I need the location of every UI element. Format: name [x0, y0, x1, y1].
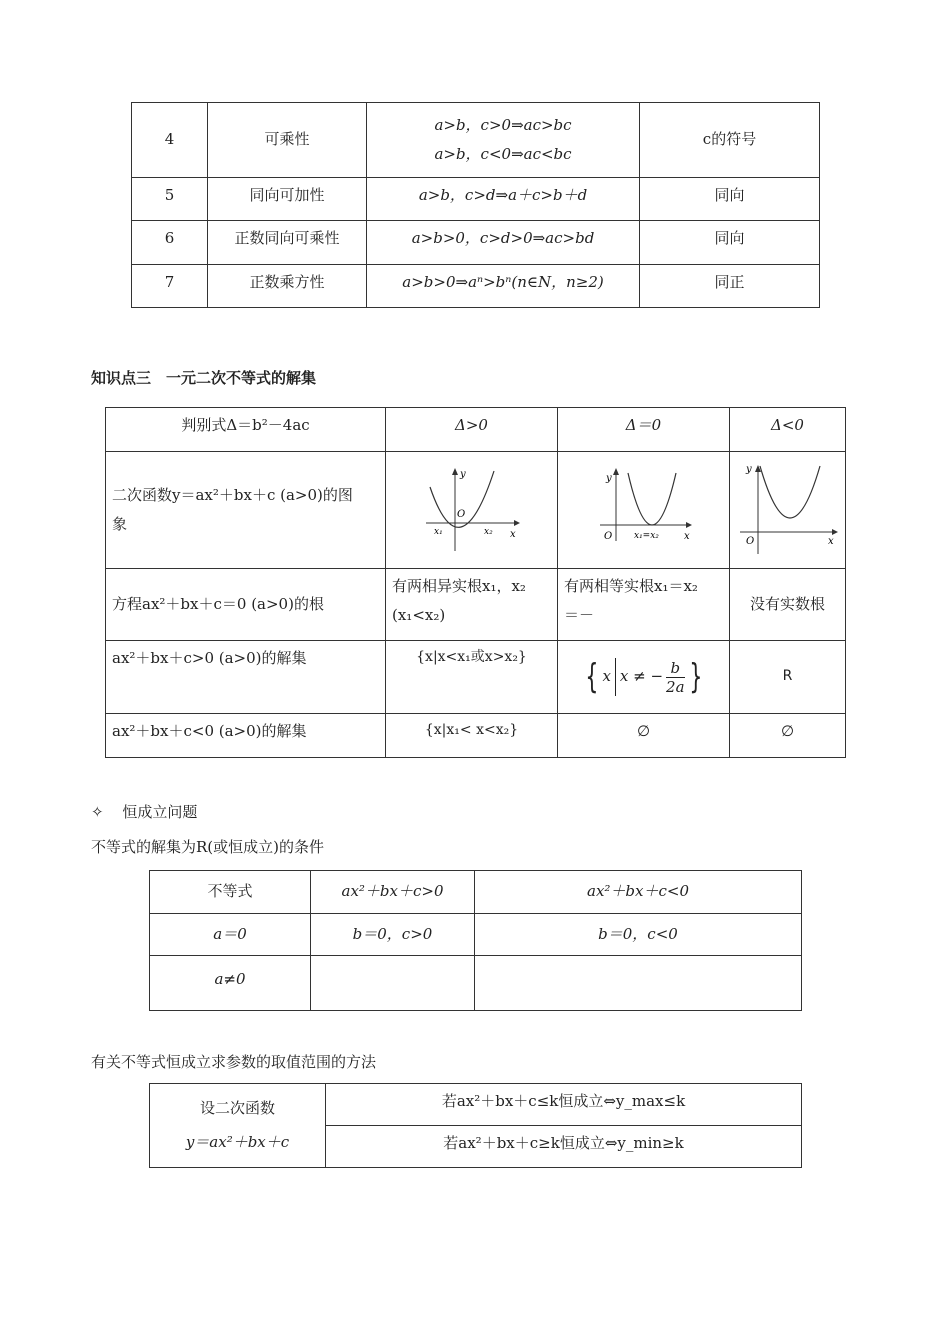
property-content: a>b>0，c>d>0⇒ac>bd	[367, 221, 640, 265]
table-row	[132, 265, 820, 308]
greater-double-root	[558, 641, 730, 714]
content-line: a>b，c<0⇒ac<bc	[434, 145, 572, 163]
case-a-nonzero: a≠0	[150, 956, 311, 1011]
roots-none: 没有实数根	[730, 569, 846, 641]
table-row	[150, 871, 802, 914]
greater-row-label: ax²＋bx＋c>0 (a>0)的解集	[106, 641, 386, 714]
cond-less: b＝0，c<0	[475, 914, 802, 956]
root-label: x₁	[433, 527, 443, 537]
property-note: 同向	[640, 178, 820, 221]
less-no-root: ∅	[730, 714, 846, 758]
cell-line: (x₁<x₂)	[392, 606, 446, 625]
property-name: 正数乘方性	[208, 265, 367, 308]
y-axis-label: y	[605, 473, 612, 484]
properties-table	[131, 102, 820, 308]
case-a-zero: a＝0	[150, 914, 311, 956]
origin-label: O	[745, 536, 754, 547]
graph-two-roots	[386, 452, 558, 569]
row-number: 7	[132, 265, 208, 308]
origin-label: O	[603, 531, 612, 542]
header-greater: ax²＋bx＋c>0	[311, 871, 475, 914]
header-inequality: 不等式	[150, 871, 311, 914]
y-axis-label: y	[745, 464, 752, 475]
row-number: 5	[132, 178, 208, 221]
less-double-root: ∅	[558, 714, 730, 758]
method-min: 若ax²＋bx＋c≥k恒成立⇔y_min≥k	[326, 1126, 802, 1168]
header-positive: Δ>0	[386, 408, 558, 452]
double-root-label: x₁=x₂	[633, 531, 659, 541]
table-row	[132, 221, 820, 265]
parabola-no-root-graph	[738, 460, 838, 560]
greater-no-root: R	[730, 641, 846, 714]
table-row	[132, 103, 820, 178]
paragraph: 有关不等式恒成立求参数的取值范围的方法	[91, 1053, 377, 1071]
header-less: ax²＋bx＋c<0	[475, 871, 802, 914]
property-content	[367, 103, 640, 178]
table-row	[106, 714, 846, 758]
table-row	[150, 1084, 802, 1126]
method-left-cell	[150, 1084, 326, 1168]
bullet-heading	[91, 801, 197, 822]
root-label: x₂	[483, 527, 493, 537]
cell-line: 有两相等实根x₁＝x₂	[564, 577, 698, 595]
header-zero: Δ＝0	[558, 408, 730, 452]
numerator: b	[666, 659, 685, 678]
property-note: c的符号	[640, 103, 820, 178]
quadratic-table	[105, 407, 846, 758]
row-number: 4	[132, 103, 208, 178]
property-note: 同正	[640, 265, 820, 308]
row-number: 6	[132, 221, 208, 265]
bullet-title: 恒成立问题	[122, 803, 198, 821]
less-row-label: ax²＋bx＋c<0 (a>0)的解集	[106, 714, 386, 758]
parabola-two-roots-graph	[422, 465, 522, 555]
x-axis-label: x	[509, 529, 516, 540]
paragraph: 不等式的解集为R(或恒成立)的条件	[91, 838, 324, 856]
property-note: 同向	[640, 221, 820, 265]
table-row	[150, 914, 802, 956]
graph-double-root	[558, 452, 730, 569]
y-axis-label: y	[459, 469, 466, 480]
fraction	[666, 659, 685, 696]
cell-line: y＝ax²＋bx＋c	[185, 1132, 290, 1151]
bullet-icon: ✧	[91, 803, 104, 821]
graph-row-label	[106, 452, 386, 569]
header-discriminant: 判别式Δ＝b²－4ac	[106, 408, 386, 452]
table-row	[106, 408, 846, 452]
table-row	[106, 569, 846, 641]
parabola-double-root-graph	[594, 465, 694, 555]
set-variable: x	[602, 667, 611, 686]
solution-set-formula: { x x ≠ − $\frac{b}{2a}$ }	[585, 657, 702, 697]
method-table	[149, 1083, 802, 1168]
cond-less	[475, 956, 802, 1011]
method-max: 若ax²＋bx＋c≤k恒成立⇔y_max≤k	[326, 1084, 802, 1126]
greater-two-roots: {x|x<x₁或x>x₂}	[386, 641, 558, 714]
table-row	[150, 956, 802, 1011]
property-content: a>b，c>d⇒a＋c>b＋d	[367, 178, 640, 221]
roots-row-label: 方程ax²＋bx＋c＝0 (a>0)的根	[106, 569, 386, 641]
denominator: 2a	[666, 677, 685, 696]
label-line: 象	[112, 515, 128, 533]
table-row	[106, 452, 846, 569]
origin-label: O	[456, 509, 465, 520]
cell-line: 设二次函数	[199, 1099, 275, 1118]
x-axis-label: x	[827, 536, 834, 547]
section-title: 知识点三 一元二次不等式的解集	[91, 369, 317, 387]
graph-no-root	[730, 452, 846, 569]
set-condition: x ≠ −	[619, 667, 664, 686]
property-name: 同向可加性	[208, 178, 367, 221]
property-name: 可乘性	[208, 103, 367, 178]
label-line: 二次函数y＝ax²＋bx＋c (a>0)的图	[112, 485, 353, 504]
less-two-roots: {x|x₁< x<x₂}	[386, 714, 558, 758]
x-axis-label: x	[683, 531, 690, 542]
always-true-table	[149, 870, 802, 1011]
roots-double	[558, 569, 730, 641]
table-row	[106, 641, 846, 714]
cell-line: ＝－	[564, 606, 595, 625]
roots-two-distinct	[386, 569, 558, 641]
cell-line: 有两相异实根x₁，x₂	[392, 577, 526, 595]
cond-greater: b＝0，c>0	[311, 914, 475, 956]
property-name: 正数同向可乘性	[208, 221, 367, 265]
cond-greater	[311, 956, 475, 1011]
content-line: a>b，c>0⇒ac>bc	[434, 115, 572, 134]
header-negative: Δ<0	[730, 408, 846, 452]
table-row	[132, 178, 820, 221]
property-content: a>b>0⇒aⁿ>bⁿ(n∈N，n≥2)	[367, 265, 640, 308]
